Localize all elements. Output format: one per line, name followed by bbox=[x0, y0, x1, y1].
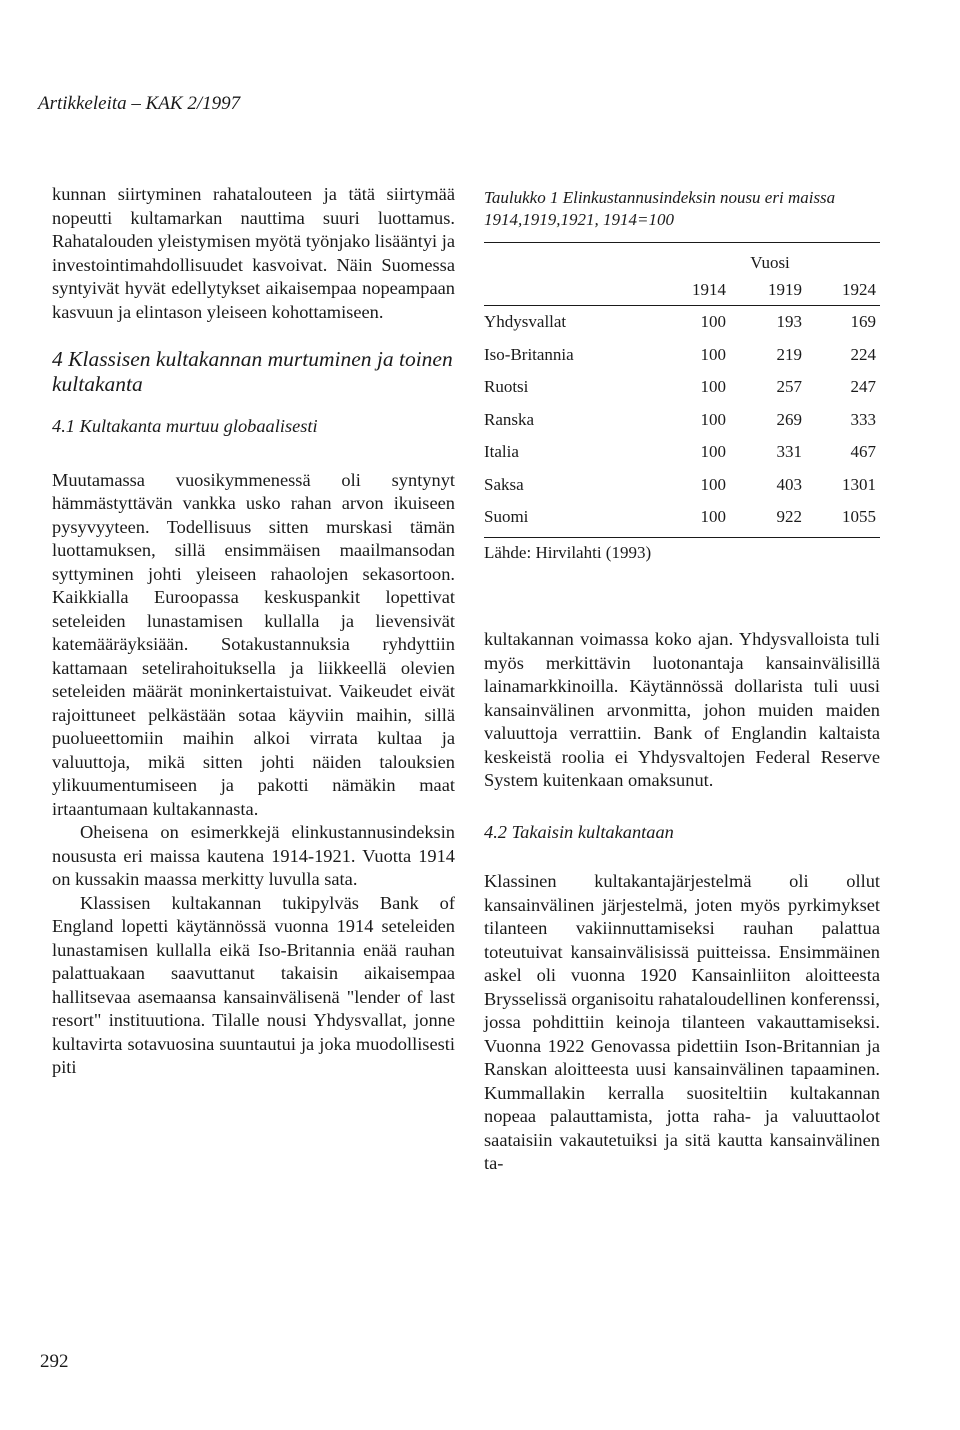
value-cell: 169 bbox=[850, 312, 876, 331]
value-cell: 100 bbox=[700, 312, 726, 331]
country-cell: Iso-Britannia bbox=[484, 344, 574, 364]
table-row bbox=[484, 306, 880, 339]
table-row bbox=[484, 501, 880, 534]
paragraph: Klassinen kultakantajärjestelmä oli ollut kansainvälinen järjestelmä, joten myös pyrkimykset tilanteen vakiinnuttamiseksi rauhan palattua toteutuivat kansainvälisissä puitteissa. Ensimmäinen askel oli vuonna 1920 Kansainliiton aloitteesta Brysselissä organisoitu rahataloudellinen konferenssi, jossa pohdittiin keinoja tilanteen vakauttamiseksi. Vuonna 1922 Genovassa pidettiin Ison-Britannian ja Ranskan aloitteesta uusi kansainvälinen tapaaminen. Kummallakin kerralla suositeltiin kultakannan nopeaa palauttamista, jotta raha- ja valuuttaolot saataisiin vakautetuiksi ja sitä kautta kansainvälinen ta- bbox=[484, 871, 881, 1173]
value-cell: 100 bbox=[700, 377, 726, 396]
value-cell: 467 bbox=[850, 442, 876, 461]
value-cell: 224 bbox=[850, 344, 876, 364]
table-row bbox=[484, 371, 880, 404]
page-number: 292 bbox=[40, 1351, 69, 1372]
table-group-header: Vuosi bbox=[750, 253, 790, 272]
table-row bbox=[484, 339, 880, 372]
value-cell: 100 bbox=[700, 409, 726, 429]
subsection-heading: 4.1 Kultakanta murtuu globaalisesti bbox=[52, 416, 318, 436]
table-top-rule bbox=[484, 242, 880, 243]
value-cell: 100 bbox=[700, 507, 726, 526]
country-cell: Italia bbox=[484, 442, 519, 461]
right-column bbox=[484, 628, 880, 1176]
table-year-header bbox=[484, 276, 880, 303]
country-cell: Yhdysvallat bbox=[484, 312, 567, 331]
value-cell: 193 bbox=[776, 312, 802, 331]
subsection-heading: 4.2 Takaisin kultakantaan bbox=[484, 821, 674, 842]
year-header-cell: 1919 bbox=[768, 280, 802, 299]
year-header-cell: 1914 bbox=[692, 280, 726, 299]
paragraph: kultakannan voimassa koko ajan. Yhdysvalloista tuli myös merkittävin luotonantaja kansainvälisillä lainamarkkinoilla. Käytännössä dollarista tuli uusi kansainvälinen arvonmitta, johon muiden maiden valuuttoja verrattiin. Bank of Englandin kaltaista keskeistä roolia ei Yhdysvaltojen Federal Reserve System kuitenkaan omaksunut. bbox=[484, 629, 880, 790]
section-heading: 4 Klassisen kultakannan murtuminen ja toinen kultakanta bbox=[52, 347, 453, 396]
value-cell: 1301 bbox=[842, 474, 876, 494]
value-cell: 219 bbox=[776, 344, 802, 364]
paragraph: Muutamassa vuosikymmenessä oli syntynyt hämmästyttävän vankka usko rahan arvon ikuiseen pysyvyyteen. Todellisuus sitten murskasi tämän luottamuksen, sillä ensimmäisen maailmansodan syttyminen johti yleiseen rahaolojen sekasortoon. Kaikkialla Euroopassa keskuspankit lopettivat seteleiden lunastamisen kullalla ja lievensivät katemääräyksiään. Sotakustannuksia ryhdyttiin kattamaan setelirahoituksella ja liikkeellä olevien seteleiden määrät moninkertaistuivat. Vaikeudet eivät rajoittuneet pelkästään sotaa käyviin maihin, sillä puolueettomiin maihin alkoi virrata kultaa ja valuuttoja, mikä sitten johti näiden talouksien ylikuumentumiseen ja pakotti nämäkin maat irtaantumaan kultakannasta. bbox=[52, 469, 455, 819]
value-cell: 333 bbox=[850, 409, 876, 429]
value-cell: 100 bbox=[700, 344, 726, 364]
table-source: Lähde: Hirvilahti (1993) bbox=[484, 542, 652, 562]
value-cell: 100 bbox=[700, 474, 726, 494]
value-cell: 269 bbox=[776, 409, 802, 429]
table-bottom-rule bbox=[484, 537, 880, 538]
left-column bbox=[52, 183, 455, 1080]
value-cell: 403 bbox=[776, 474, 802, 494]
paragraph: Klassisen kultakannan tukipylväs Bank of England lopetti käytännössä vuonna 1914 seteleiden lunastamisen kullalla eikä Iso-Britannia enää rauhan palattuakaan saavuttanut takaisin aikaisempaa hallitsevaa asemaansa kansainvälisenä "lender of last resort" instituutiona. Tilalle nousi Yhdysvallat, jonne kultavirta sotavuosina suuntautui ja joka muodollisesti piti bbox=[52, 892, 455, 1077]
cost-of-living-table bbox=[484, 187, 880, 565]
value-cell: 922 bbox=[776, 507, 802, 526]
value-cell: 247 bbox=[850, 377, 876, 396]
value-cell: 100 bbox=[700, 442, 726, 461]
country-cell: Saksa bbox=[484, 474, 524, 494]
country-cell: Suomi bbox=[484, 507, 529, 526]
value-cell: 1055 bbox=[842, 507, 876, 526]
country-cell: Ruotsi bbox=[484, 377, 529, 396]
year-header-cell: 1924 bbox=[842, 280, 876, 299]
paragraph: kunnan siirtyminen rahatalouteen ja tätä siirtymää nopeutti kultamarkan nauttima suuri luottamus. Rahatalouden yleistymisen myötä työnjako lisääntyi ja investointimahdollisuudet kasvoivat. Näin Suomessa syntyivät hyvät edellytykset aikaisempaa nopeampaan kasvuun ja elintason yleiseen kohottamiseen. bbox=[52, 184, 455, 322]
value-cell: 331 bbox=[776, 442, 802, 461]
paragraph: Oheisena on esimerkkejä elinkustannusindeksin noususta eri maissa kautena 1914-1921. Vuotta 1914 on kussakin maassa merkitty luvulla sata. bbox=[52, 822, 455, 889]
table-caption: Taulukko 1 Elinkustannusindeksin nousu eri maissa 1914,1919,1921, 1914=100 bbox=[484, 188, 836, 229]
table-row bbox=[484, 469, 880, 502]
table-row bbox=[484, 436, 880, 469]
running-header: Artikkeleita – KAK 2/1997 bbox=[38, 93, 241, 114]
table-row bbox=[484, 404, 880, 437]
country-cell: Ranska bbox=[484, 409, 535, 429]
value-cell: 257 bbox=[776, 377, 802, 396]
